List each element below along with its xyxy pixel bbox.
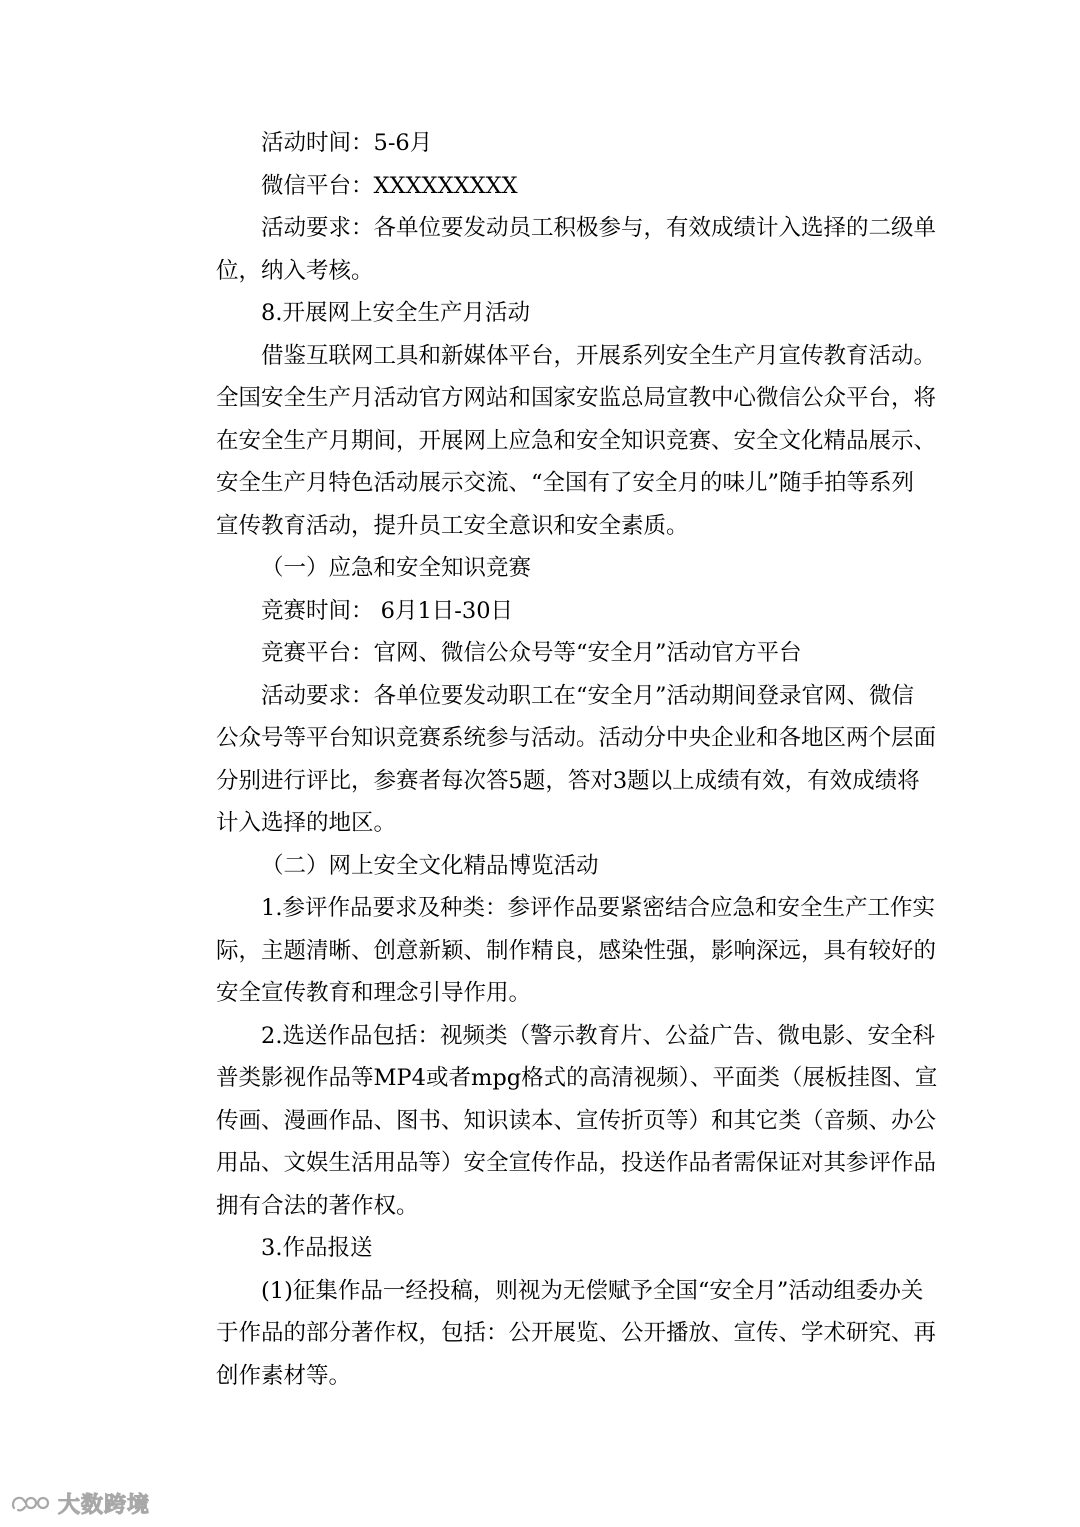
text-line: 在安全生产月期间，开展网上应急和安全知识竞赛、安全文化精品展示、 (216, 427, 937, 454)
paragraph (216, 1015, 938, 1228)
text-line: 活动要求：各单位要发动职工在“安全月”活动期间登录官网、微信 (261, 682, 915, 709)
text-line: 借鉴互联网工具和新媒体平台，开展系列安全生产月宣传教育活动。 (261, 342, 937, 369)
text-line: 于作品的部分著作权，包括：公开展览、公开播放、宣传、学术研究、再 (216, 1320, 937, 1346)
text-line: 微信平台：XXXXXXXXX (261, 172, 518, 199)
watermark (10, 1488, 150, 1518)
text-line: 传画、漫画作品、图书、知识读本、宣传折页等）和其它类（音频、办公 (216, 1107, 937, 1134)
paragraph (216, 1227, 916, 1270)
text-line: 活动要求：各单位要发动员工积极参与，有效成绩计入选择的二级单 (261, 215, 937, 241)
paragraph (216, 335, 937, 548)
text-line: 普类影视作品等MP4或者mpg格式的高清视频）、平面类（展板挂图、宣 (216, 1065, 938, 1091)
text-line: (1)征集作品一经投稿，则视为无偿赋予全国“安全月”活动组委办关 (261, 1277, 924, 1304)
text-line: 际，主题清晰、创意新颖、制作精良，感染性强，影响深远，具有较好的 (216, 937, 937, 964)
paragraph (216, 547, 916, 590)
text-line: 安全宣传教育和理念引导作用。 (216, 980, 532, 1006)
paragraph (216, 632, 916, 675)
text-line: 全国安全生产月活动官方网站和国家安监总局宣教中心微信公众平台，将 (216, 385, 937, 411)
text-line: 分别进行评比，参赛者每次答5题，答对3题以上成绩有效，有效成绩将 (216, 767, 920, 794)
text-line: 2.选送作品包括：视频类（警示教育片、公益广告、微电影、安全科 (261, 1022, 935, 1049)
paragraph (216, 1270, 937, 1398)
paragraph (216, 887, 937, 1015)
text-line: 3.作品报送 (261, 1235, 373, 1261)
text-line: 8.开展网上安全生产月活动 (261, 300, 530, 326)
text-line: 活动时间：5-6月 (261, 130, 433, 156)
watermark-text: 大数跨境 (58, 1492, 151, 1518)
text-line: 创作素材等。 (216, 1362, 352, 1389)
paragraph (216, 292, 916, 335)
paragraph (216, 207, 937, 292)
text-line: （二）网上安全文化精品博览活动 (261, 852, 599, 879)
text-line: 位，纳入考核。 (216, 257, 374, 284)
text-line: （一）应急和安全知识竞赛 (261, 555, 532, 581)
text-line: 竞赛平台：官网、微信公众号等“安全月”活动官方平台 (261, 640, 802, 666)
paragraph (216, 165, 916, 208)
link-infinity-logo-icon (10, 1492, 54, 1514)
text-line: 安全生产月特色活动展示交流、“全国有了安全月的味儿”随手拍等系列 (216, 470, 915, 496)
text-line: 公众号等平台知识竞赛系统参与活动。活动分中央企业和各地区两个层面 (216, 725, 937, 751)
paragraph (216, 122, 916, 165)
text-line: 用品、文娱生活用品等）安全宣传作品，投送作品者需保证对其参评作品 (216, 1150, 937, 1176)
paragraph (216, 675, 937, 845)
paragraph (216, 590, 916, 633)
text-line: 拥有合法的著作权。 (216, 1192, 419, 1219)
text-line: 宣传教育活动，提升员工安全意识和安全素质。 (216, 512, 689, 539)
text-line: 竞赛时间： 6月1日-30日 (261, 597, 514, 624)
text-line: 计入选择的地区。 (216, 810, 397, 836)
paragraph (216, 845, 916, 888)
document-body (216, 122, 938, 1397)
text-line: 1.参评作品要求及种类：参评作品要紧密结合应急和安全生产工作实 (261, 895, 935, 921)
